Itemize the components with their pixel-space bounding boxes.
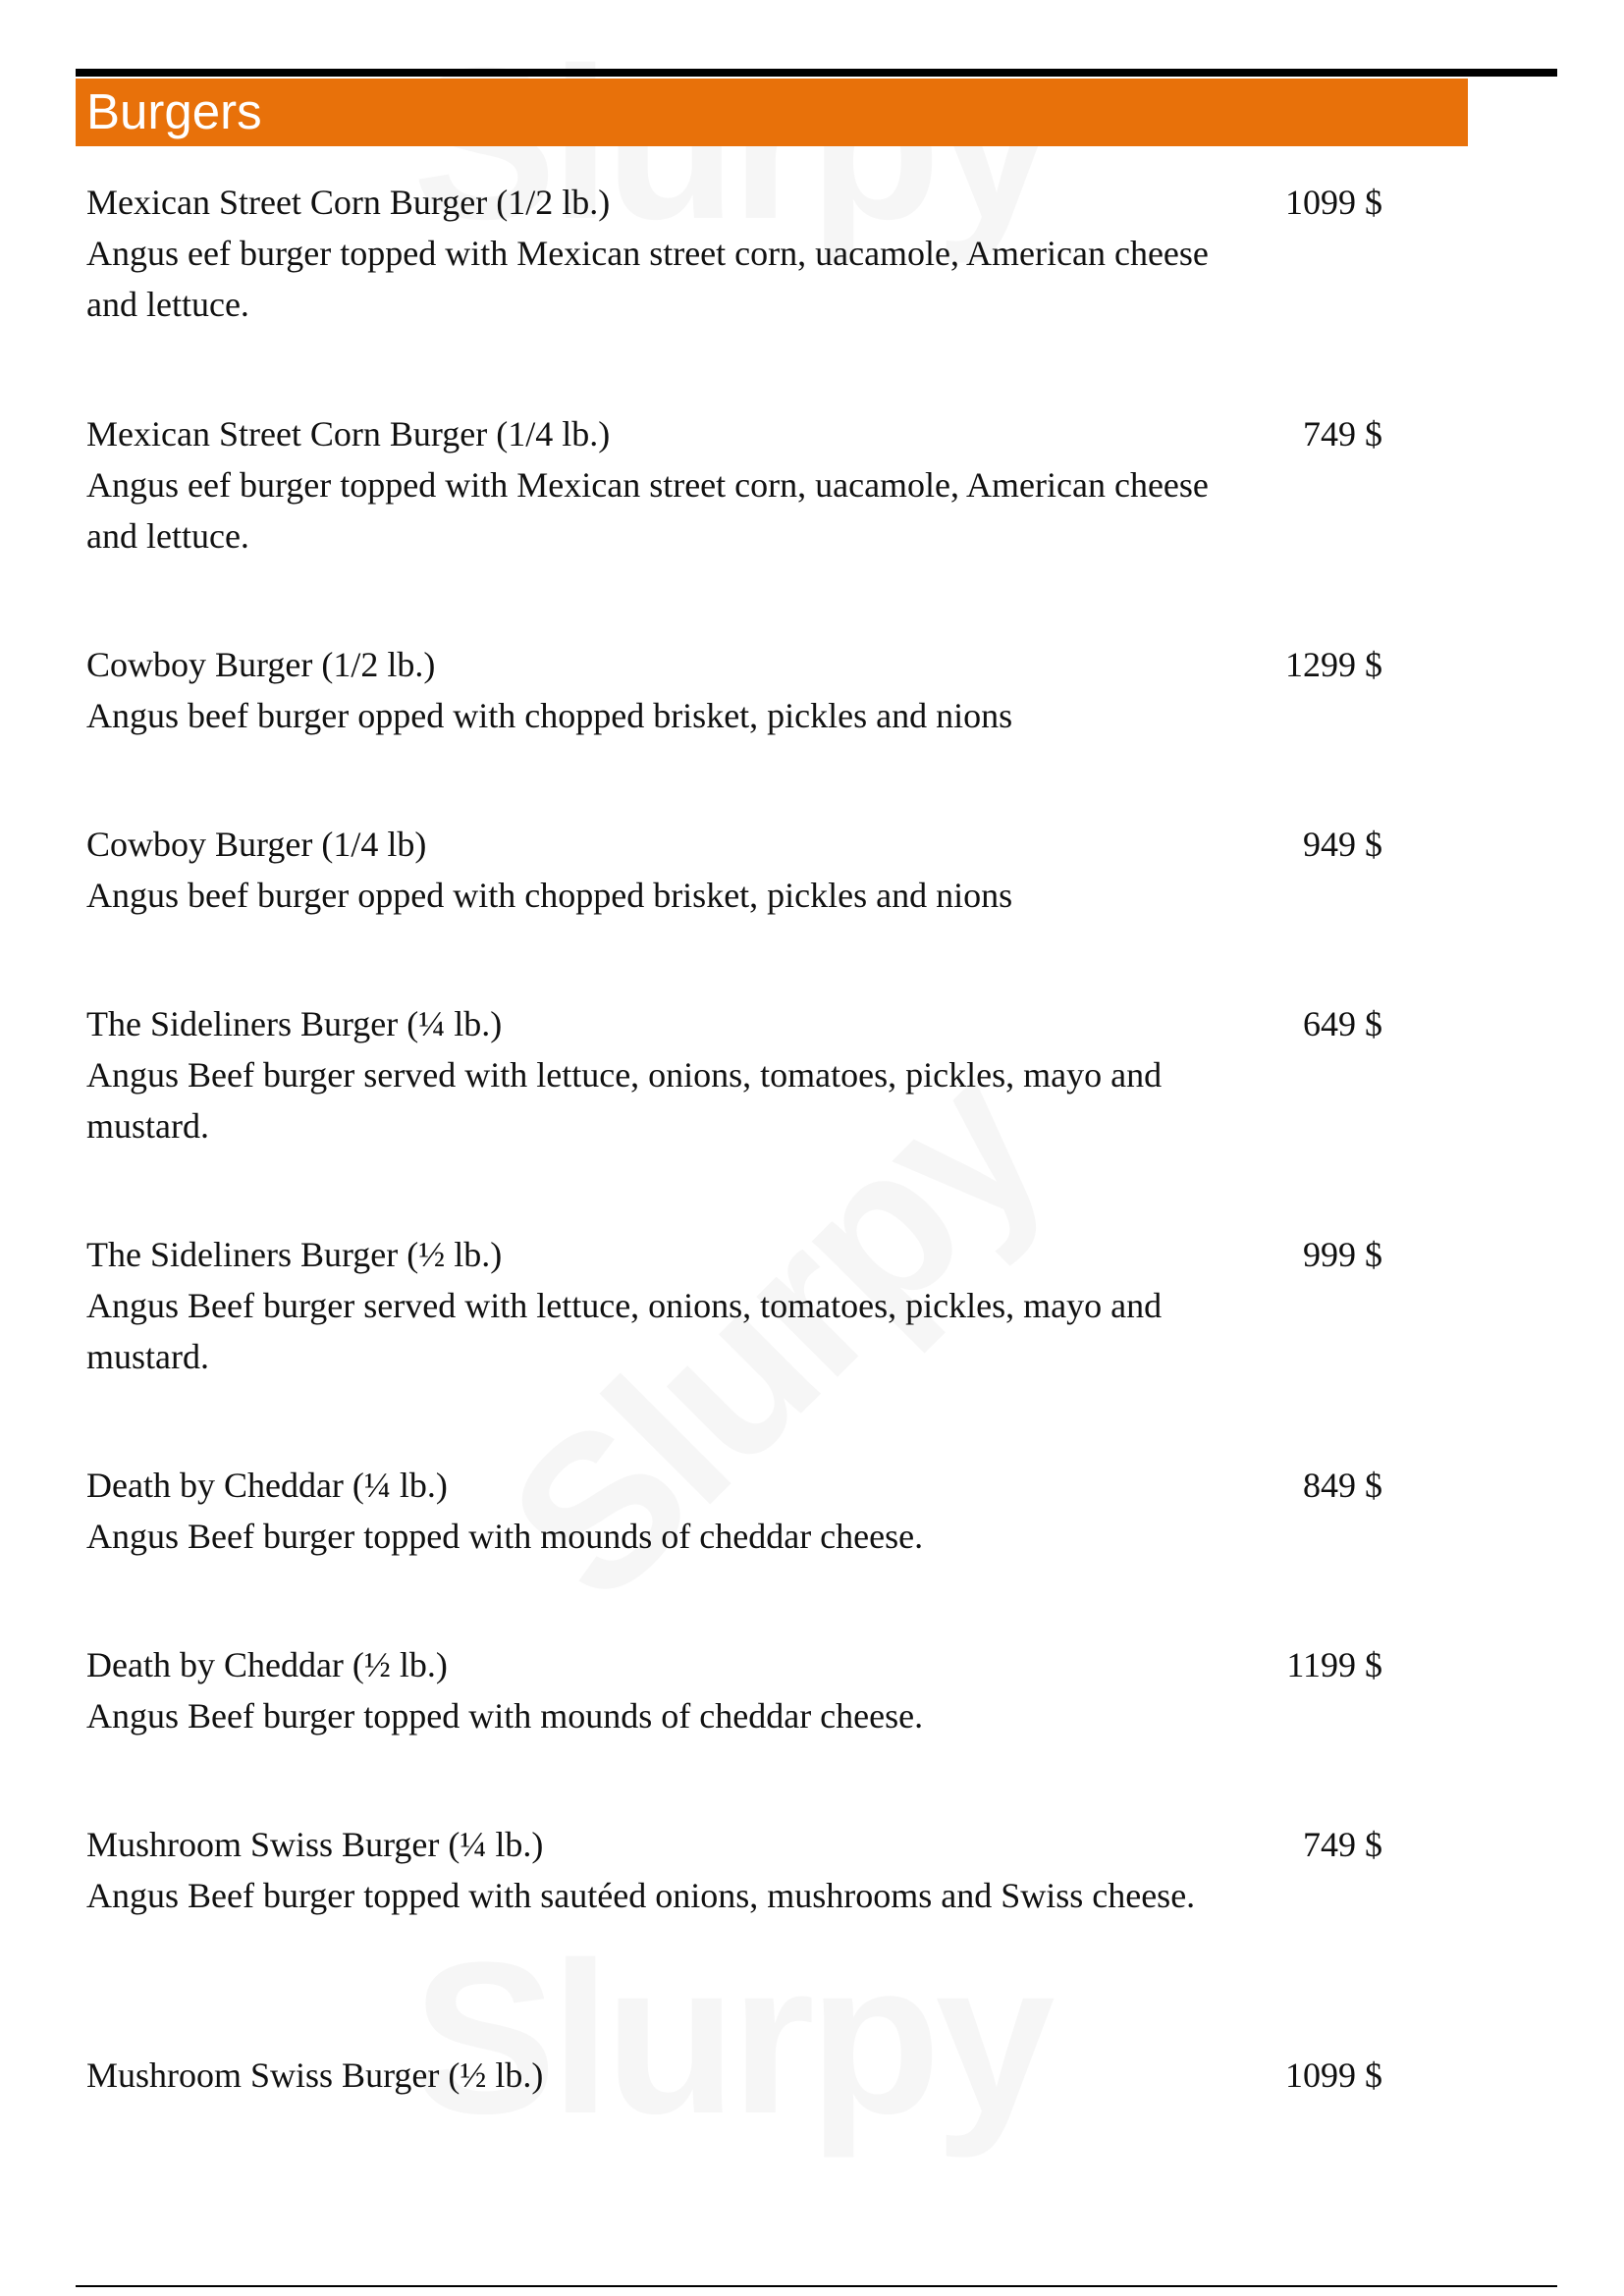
item-description: Angus beef burger opped with chopped brisket, pickles and nions [86,876,1013,915]
item-price: 1299 $ [1285,645,1382,684]
item-description: Angus Beef burger topped with mounds of cheddar cheese. [86,1517,924,1556]
item-name: The Sideliners Burger (¼ lb.) [86,1004,503,1043]
item-description: Angus Beef burger topped with mounds of cheddar cheese. [86,1696,924,1735]
menu-item [86,2050,1382,2101]
item-price: 1099 $ [1285,183,1382,222]
item-description: Angus Beef burger served with lettuce, onions, tomatoes, pickles, mayo and mustard. [86,1055,1163,1146]
item-description: Angus Beef burger topped with sautéed onions, mushrooms and Swiss cheese. [86,1876,1196,1915]
item-name: Death by Cheddar (¼ lb.) [86,1466,448,1505]
item-price: 949 $ [1303,825,1382,864]
item-description: Angus eef burger topped with Mexican street corn, uacamole, American cheese and lettuce. [86,234,1209,324]
item-name: Death by Cheddar (½ lb.) [86,1645,448,1684]
section-title: Burgers [86,83,262,139]
menu-item [86,819,1382,921]
item-description: Angus eef burger topped with Mexican street corn, uacamole, American cheese and lettuce. [86,465,1209,556]
item-name: The Sideliners Burger (½ lb.) [86,1235,503,1274]
item-price: 749 $ [1303,1825,1382,1864]
item-description: Angus Beef burger served with lettuce, onions, tomatoes, pickles, mayo and mustard. [86,1286,1163,1376]
bottom-rule [76,2285,1557,2287]
item-name: Mushroom Swiss Burger (¼ lb.) [86,1825,544,1864]
item-price: 749 $ [1303,414,1382,454]
item-price: 999 $ [1303,1235,1382,1274]
item-price: 649 $ [1303,1004,1382,1043]
item-price: 1099 $ [1285,2056,1382,2095]
item-name: Mexican Street Corn Burger (1/2 lb.) [86,183,611,222]
menu-item [86,1229,1382,1382]
menu-item [86,1819,1382,1921]
item-description: Angus beef burger opped with chopped brisket, pickles and nions [86,696,1013,735]
item-name: Cowboy Burger (1/4 lb) [86,825,427,864]
item-price: 1199 $ [1286,1645,1382,1684]
menu-item [86,639,1382,741]
item-name: Mexican Street Corn Burger (1/4 lb.) [86,414,611,454]
item-name: Mushroom Swiss Burger (½ lb.) [86,2056,544,2095]
item-price: 849 $ [1303,1466,1382,1505]
menu-item [86,1639,1382,1741]
menu-item [86,1460,1382,1562]
menu-item [86,177,1382,330]
item-name: Cowboy Burger (1/2 lb.) [86,645,436,684]
menu-item [86,408,1382,561]
menu-item [86,998,1382,1151]
